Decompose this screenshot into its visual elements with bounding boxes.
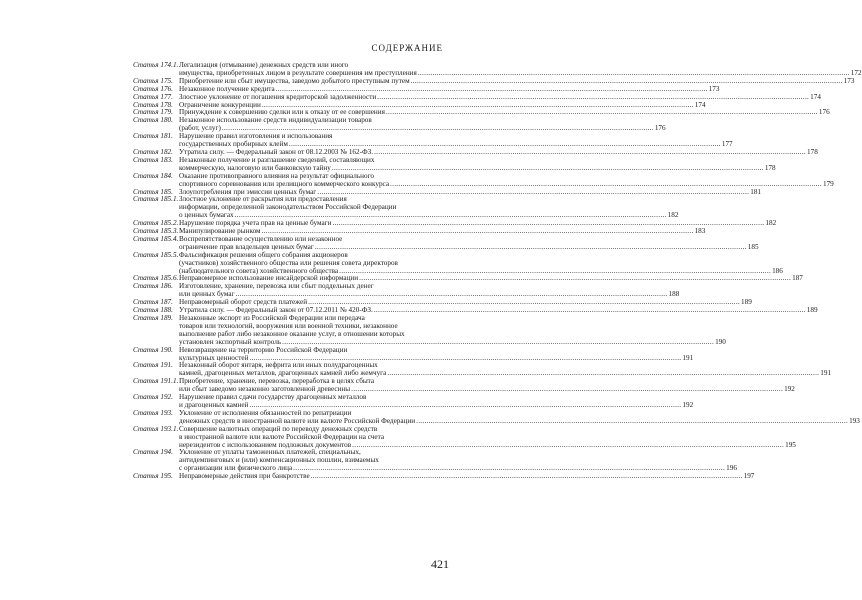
entry-page-number: 174 <box>694 100 706 109</box>
article-title: Незаконные получение и разглашение сведений, составляющих <box>179 155 375 164</box>
article-number: Статья 175. <box>133 76 173 85</box>
article-number: Статья 177. <box>133 92 173 101</box>
entry-page-number: 185 <box>747 242 759 251</box>
dot-leader <box>374 307 806 315</box>
article-title: или сбыт заведомо незаконно заготовленной древесины <box>179 385 351 394</box>
article-title: Утратила силу. — Федеральный закон от 08.12.2003 № 162-ФЗ. <box>179 147 374 156</box>
toc-entry <box>133 345 694 363</box>
article-number: Статья 188. <box>133 306 173 315</box>
page-number: 421 <box>431 557 449 571</box>
article-title: Ограничение конкуренции <box>179 100 261 109</box>
toc-entry <box>133 234 759 252</box>
dot-leader <box>332 165 764 173</box>
entry-page-number: 172 <box>850 68 862 77</box>
article-number: Статья 185.3. <box>133 227 179 236</box>
toc-entry <box>133 448 737 473</box>
article-number: Статья 174.1. <box>133 61 179 69</box>
entry-page-number: 196 <box>726 464 737 473</box>
article-number: Статья 184. <box>133 171 173 180</box>
dot-leader <box>315 244 747 252</box>
article-number: Статья 193.1. <box>133 424 179 433</box>
article-number: Статья 182. <box>133 147 173 156</box>
entry-page-number: 189 <box>741 298 752 307</box>
article-number: Статья 176. <box>133 84 173 93</box>
article-title: Нарушение правил изготовления и использования <box>179 132 333 141</box>
article-title: денежных средств в иностранной валюте или валюте Российской Федерации <box>179 416 416 425</box>
dot-leader <box>352 442 784 450</box>
toc-entry <box>133 472 755 481</box>
article-title: Оказание противоправного влияния на результат официального <box>179 171 374 180</box>
entry-page-number: 182 <box>765 219 777 228</box>
article-title: Незаконное получение кредита <box>179 84 275 93</box>
entry-page-number: 191 <box>820 369 832 378</box>
entry-page-number: 195 <box>785 440 796 449</box>
article-title: Манипулирование рынком <box>179 227 261 236</box>
article-title: Невозвращение на территорию Российской Федерации <box>179 345 348 354</box>
article-title: информации, определенной законодательством Российской Федерации <box>179 203 397 212</box>
entry-page-number: 173 <box>708 84 720 93</box>
entry-page-number: 179 <box>822 179 834 188</box>
toc-entry <box>133 195 679 220</box>
article-title: о ценных бумагах <box>179 211 234 220</box>
article-title: Воспрепятствование осуществлению или незаконное <box>179 234 343 243</box>
entry-page-number: 191 <box>682 353 694 362</box>
entry-page-number: 174 <box>810 92 821 101</box>
article-title: Уклонение от уплаты таможенных платежей, специальных, <box>179 448 361 457</box>
entry-page-number: 189 <box>806 306 818 315</box>
article-number: Статья 178. <box>133 100 173 109</box>
article-title: спортивного соревнования или зрелищного коммерческого конкурса <box>179 179 390 188</box>
article-number: Статья 185.4. <box>133 234 179 243</box>
article-title: Неправомерное использование инсайдерской информации <box>179 274 359 283</box>
entry-page-number: 192 <box>682 400 694 409</box>
entry-page-number: 197 <box>743 472 755 481</box>
entry-page-number: 178 <box>807 147 818 156</box>
article-title: в иностранной валюте или валюте Российской Федерации на счета <box>179 432 385 441</box>
article-number: Статья 191.1. <box>133 377 179 386</box>
article-title: ограничение прав владельцев ценных бумаг <box>179 242 314 251</box>
entry-page-number: 177 <box>721 140 733 149</box>
entry-page-number: 190 <box>715 337 726 346</box>
toc-entry <box>133 282 680 299</box>
article-number: Статья 185.2. <box>133 219 179 228</box>
article-title: культурных ценностей <box>179 353 249 362</box>
article-number: Статья 183. <box>133 155 173 164</box>
toc-entry <box>133 408 860 426</box>
dot-leader <box>374 149 806 157</box>
article-number: Статья 189. <box>133 314 173 322</box>
article-title: товаров или технологий, вооружения или военной техники, незаконное <box>179 321 398 330</box>
toc-entry <box>133 132 733 149</box>
article-title: коммерческую, налоговую или банковскую тайну <box>179 163 331 172</box>
article-title: Злостное уклонение от раскрытия или предоставления <box>179 195 347 204</box>
article-title: Злостное уклонение от погашения кредиторской задолженности <box>179 92 377 101</box>
entry-page-number: 187 <box>792 274 803 283</box>
dot-leader <box>317 189 749 197</box>
dot-leader <box>351 386 783 394</box>
article-title: Изготовление, хранение, перевозка или сбыт поддельных денег <box>179 282 374 291</box>
entry-page-number: 193 <box>849 416 860 425</box>
article-title: Приобретение или сбыт имущества, заведомо добытого преступным путем <box>179 76 410 85</box>
article-number: Статья 194. <box>133 448 173 457</box>
entry-page-number: 173 <box>843 76 855 85</box>
article-number: Статья 195. <box>133 472 173 481</box>
toc-entry <box>133 361 832 378</box>
article-number: Статья 193. <box>133 408 173 417</box>
article-number: Статья 185.1. <box>133 195 179 204</box>
entry-page-number: 176 <box>654 124 666 133</box>
article-title: или ценных бумаг <box>179 290 235 299</box>
article-title: имущества, приобретенных лицом в результате совершения им преступления <box>179 68 417 77</box>
entry-page-number: 186 <box>772 266 783 275</box>
article-number: Статья 179. <box>133 108 173 117</box>
entry-page-number: 183 <box>694 227 706 236</box>
article-title: Совершение валютных операций по переводу денежных средств <box>179 424 378 433</box>
article-number: Статья 191. <box>133 361 173 370</box>
article-title: Нарушение порядка учета прав на ценные бумаги <box>179 219 332 228</box>
toc-entry-line <box>133 472 755 481</box>
article-number: Статья 190. <box>133 345 173 354</box>
dot-leader <box>416 418 848 426</box>
article-title: государственных пробирных клейм <box>179 140 288 149</box>
table-of-contents <box>133 61 862 481</box>
dot-leader <box>387 370 819 378</box>
article-number: Статья 185.5. <box>133 250 179 259</box>
article-title: Незаконный оборот янтаря, нефрита или иных полудрагоценных <box>179 361 378 370</box>
entry-page-number: 192 <box>784 385 795 394</box>
article-title: камней, драгоценных металлов, драгоценных камней либо жемчуга <box>179 369 387 378</box>
toc-entry <box>133 250 783 276</box>
article-title: с организации или физического лица <box>179 464 293 473</box>
article-number: Статья 185.6. <box>133 274 179 283</box>
toc-entry <box>133 61 862 78</box>
article-title: нерезидентов с использованием подложных документов <box>179 440 352 449</box>
toc-entry <box>133 377 795 394</box>
article-title: (работ, услуг) <box>179 124 221 133</box>
toc-entry <box>133 155 776 173</box>
article-title: Незаконное использование средств индивидуализации товаров <box>179 116 372 125</box>
article-title: Принуждение к совершению сделки или к отказу от ее совершения <box>179 108 385 117</box>
article-title: (наблюдательного совета) хозяйственного общества <box>179 266 339 275</box>
article-title: Фальсификация решения общего собрания акционеров <box>179 250 348 259</box>
article-number: Статья 181. <box>133 132 173 141</box>
article-title: Приобретение, хранение, перевозка, переработка в целях сбыта <box>179 377 375 386</box>
article-title: Незаконные экспорт из Российской Федерации или передача <box>179 314 365 322</box>
dot-leader <box>311 473 743 481</box>
article-title: Уклонение от исполнения обязанностей по репатриации <box>179 408 352 417</box>
running-header: СОДЕРЖАНИЕ <box>371 43 443 53</box>
article-title: и драгоценных камней <box>179 400 249 409</box>
article-title: Неправомерный оборот средств платежей <box>179 298 308 307</box>
toc-entry <box>133 116 666 133</box>
dot-leader <box>386 109 818 117</box>
article-number: Статья 180. <box>133 116 173 125</box>
article-title: Легализация (отмывание) денежных средств или иного <box>179 61 349 69</box>
entry-page-number: 182 <box>667 211 679 220</box>
article-title: Нарушение правил сдачи государству драгоценных металлов <box>179 393 367 402</box>
article-number: Статья 187. <box>133 298 173 307</box>
entry-page-number: 176 <box>818 108 830 117</box>
toc-entry <box>133 393 694 410</box>
toc-entry <box>133 171 834 189</box>
article-title: (участников) хозяйственного общества или решения совета директоров <box>179 258 398 267</box>
dot-leader <box>359 275 791 283</box>
entry-page-number: 181 <box>750 187 762 196</box>
entry-page-number: 178 <box>764 163 776 172</box>
entry-page-number: 188 <box>668 290 680 299</box>
article-number: Статья 185. <box>133 187 173 196</box>
article-title: установлен экспортный контроль <box>179 337 282 346</box>
article-title: Неправомерные действия при банкротстве <box>179 472 310 481</box>
toc-entry <box>133 424 796 450</box>
article-number: Статья 186. <box>133 282 173 291</box>
article-title: Злоупотребления при эмиссии ценных бумаг <box>179 187 317 196</box>
article-title: антидемпинговых и (или) компенсационных пошлин, взимаемых <box>179 456 379 465</box>
toc-entry <box>133 314 726 347</box>
article-title: Утратила силу. — Федеральный закон от 07.12.2011 № 420-ФЗ. <box>179 306 373 315</box>
article-title: выполнение работ либо незаконное оказание услуг, в отношении которых <box>179 329 405 338</box>
article-number: Статья 192. <box>133 393 173 402</box>
